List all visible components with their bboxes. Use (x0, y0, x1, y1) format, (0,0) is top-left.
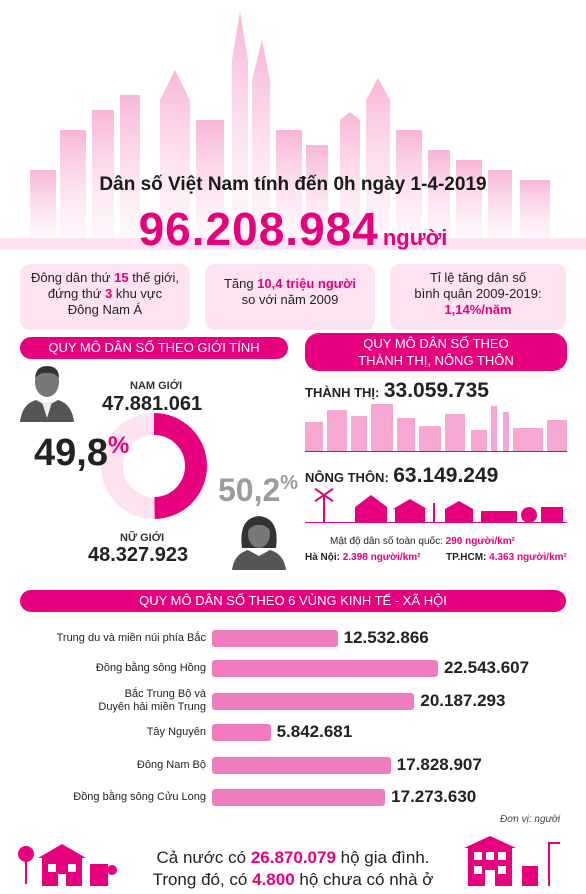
urban-rural-heading-line: QUY MÔ DÂN SỐ THEO (363, 336, 509, 351)
total-population-row (0, 202, 586, 256)
region-label-line: Bắc Trung Bộ và (124, 688, 206, 700)
region-section-heading: QUY MÔ DÂN SỐ THEO 6 VÙNG KINH TẾ - XÃ HỘI (20, 590, 566, 612)
region-value: 20.187.293 (420, 691, 506, 710)
density-label: TP.HCM: (446, 552, 487, 563)
stat-text: đứng thứ (47, 286, 106, 301)
region-value: 17.828.907 (396, 755, 482, 774)
region-label-line: Trung du và miền núi phía Bắc (56, 631, 206, 644)
village-windmill-icon (305, 485, 567, 523)
region-bar (212, 757, 391, 774)
region-label-line: Duyên hải miền Trung (98, 701, 206, 713)
region-label (8, 726, 206, 739)
urban-value: 33.059.735 (383, 379, 489, 402)
male-pct: 49,8 (34, 432, 108, 474)
stat-number: 3 (105, 286, 113, 301)
region-label-line: Đồng bằng sông Hồng (95, 661, 206, 674)
female-pct-group (218, 472, 298, 509)
female-label: NỮ GIỚI (120, 532, 165, 544)
region-bar (212, 724, 271, 741)
region-bar (212, 789, 385, 806)
stat-number: 15 (114, 270, 129, 285)
footer-number: 26.870.079 (250, 848, 336, 867)
region-value: 17.273.630 (391, 787, 477, 806)
region-label-line: Tây Nguyên (146, 725, 206, 738)
region-bar (212, 693, 414, 710)
urban-rural-heading (305, 333, 567, 371)
footer-text: hộ chưa có nhà ở (294, 870, 434, 889)
rural-value: 63.149.249 (393, 464, 499, 487)
stat-text: Đông Nam Á (67, 302, 143, 317)
stat-text: bình quân 2009-2019: (414, 286, 542, 301)
urban-rural-heading-line: THÀNH THỊ, NÔNG THÔN (358, 353, 514, 368)
donut-slice-male (154, 424, 196, 508)
male-pct-symbol: % (107, 432, 130, 459)
footer-text: Trong đó, có (152, 870, 253, 889)
female-pct: 50,2 (218, 472, 281, 508)
total-population-unit: người (382, 225, 448, 250)
density-national (330, 536, 515, 547)
female-value: 48.327.923 (88, 544, 189, 566)
stat-box-growth (205, 264, 375, 330)
male-pct-group (34, 432, 129, 475)
gender-section-heading: QUY MÔ DÂN SỐ THEO GIỚI TÍNH (20, 337, 288, 359)
stat-number: 1,14%/năm (444, 302, 512, 317)
footer-text: hộ gia đình. (335, 848, 430, 867)
density-label: Hà Nội: (305, 552, 340, 563)
footer-homeless (0, 870, 586, 890)
density-value: 290 người/km² (445, 536, 516, 547)
male-label: NAM GIỚI (130, 380, 183, 392)
density-hcm (446, 552, 567, 563)
unit-note: Đơn vị: người (500, 814, 561, 825)
region-label (8, 791, 206, 804)
stat-box-rate (390, 264, 566, 330)
footer-text: Cả nước có (156, 848, 251, 867)
region-label (8, 632, 206, 645)
city-buildings-icon (305, 400, 567, 452)
region-label-line: Đồng bằng sông Cửu Long (73, 790, 206, 803)
stat-text: Đông dân thứ (30, 270, 115, 285)
urban-label: THÀNH THỊ: (305, 385, 380, 400)
region-bar (212, 630, 338, 647)
man-avatar-icon (16, 360, 78, 422)
region-label (8, 759, 206, 772)
region-bar (212, 660, 438, 677)
density-value: 2.398 người/km² (342, 552, 421, 563)
density-label: Mật độ dân số toàn quốc: (330, 536, 443, 547)
rural-label: NÔNG THÔN: (305, 470, 389, 485)
region-value: 5.842.681 (276, 722, 353, 741)
stat-number: 10,4 triệu người (257, 276, 357, 291)
male-value: 47.881.061 (102, 393, 203, 415)
footer-number: 4.800 (252, 870, 295, 889)
region-value: 12.532.866 (343, 628, 429, 647)
page-title: Dân số Việt Nam tính đến 0h ngày 1-4-2019 (99, 174, 487, 195)
region-label (8, 662, 206, 675)
total-population: 96.208.984 (138, 203, 379, 255)
density-hanoi (305, 552, 421, 563)
stat-text: khu vực (112, 286, 163, 301)
stat-text: Tỉ lệ tăng dân số (429, 270, 527, 285)
footer-households (0, 848, 586, 868)
density-value: 4.363 người/km² (489, 552, 567, 563)
region-label-line: Đông Nam Bộ (136, 758, 206, 771)
female-pct-symbol: % (280, 472, 299, 494)
region-value: 22.543.607 (444, 658, 530, 677)
stat-box-rank (20, 264, 190, 330)
region-label (8, 688, 206, 714)
stat-text: thế giới, (128, 270, 180, 285)
stat-text: so với năm 2009 (241, 292, 339, 307)
woman-avatar-icon (228, 508, 290, 570)
region-bar-chart (0, 620, 586, 820)
stat-text: Tăng (223, 276, 258, 291)
